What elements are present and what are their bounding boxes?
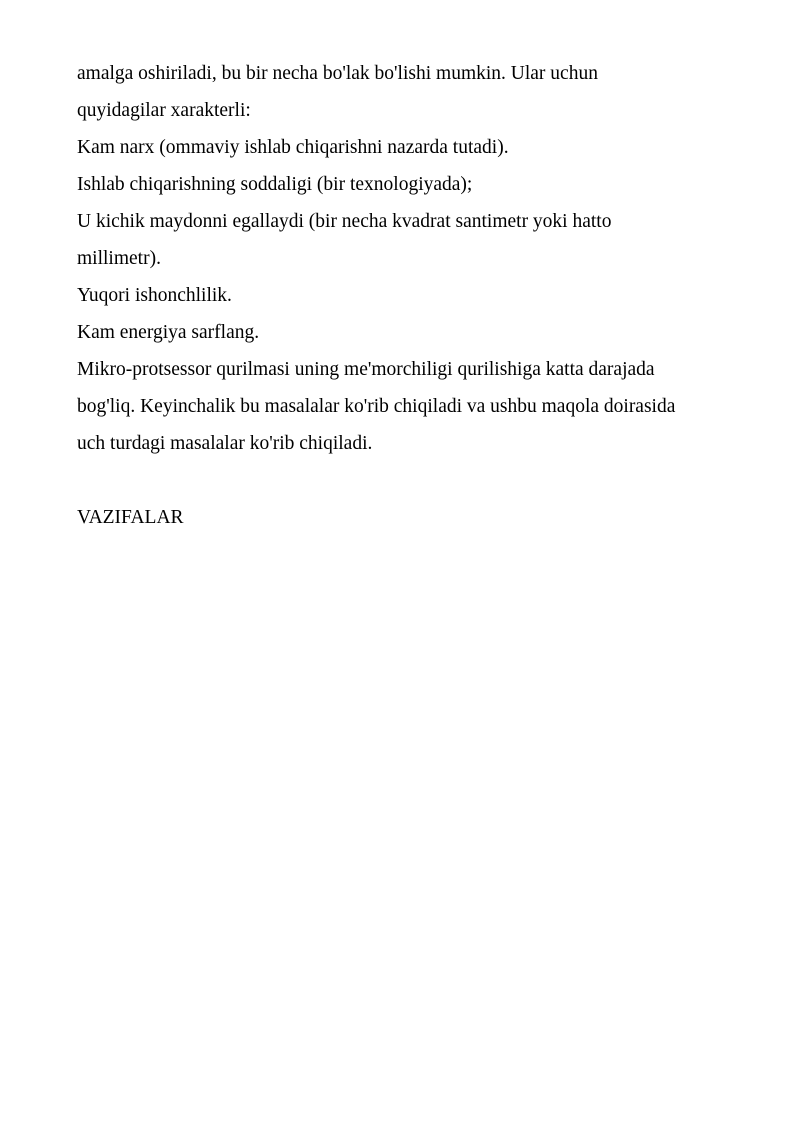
section-heading: VAZIFALAR [77,507,184,528]
list-item: Kam energiya sarflang. [77,322,260,343]
body-line: amalga oshiriladi, bu bir necha bo'lak bo'lishi mumkin. Ular uchun [77,63,598,84]
list-item: Yuqori ishonchlilik. [77,285,232,306]
body-line: bog'liq. Keyinchalik bu masalalar ko'rib chiqiladi va ushbu maqola doirasida [77,396,676,417]
list-item: millimetr). [77,248,161,269]
body-line: quyidagilar xarakterli: [77,100,251,121]
document-body [77,55,767,536]
list-item: Ishlab chiqarishning soddaligi (bir texnologiyada); [77,174,473,195]
list-item: Kam narx (ommaviy ishlab chiqarishni nazarda tutadi). [77,137,509,158]
body-line: uch turdagi masalalar ko'rib chiqiladi. [77,433,373,454]
body-line: Mikro-protsessor qurilmasi uning me'morchiligi qurilishiga katta darajada [77,359,655,380]
list-item: U kichik maydonni egallaydi (bir necha kvadrat santimetr yoki hatto [77,211,612,232]
blank-line [77,462,767,499]
